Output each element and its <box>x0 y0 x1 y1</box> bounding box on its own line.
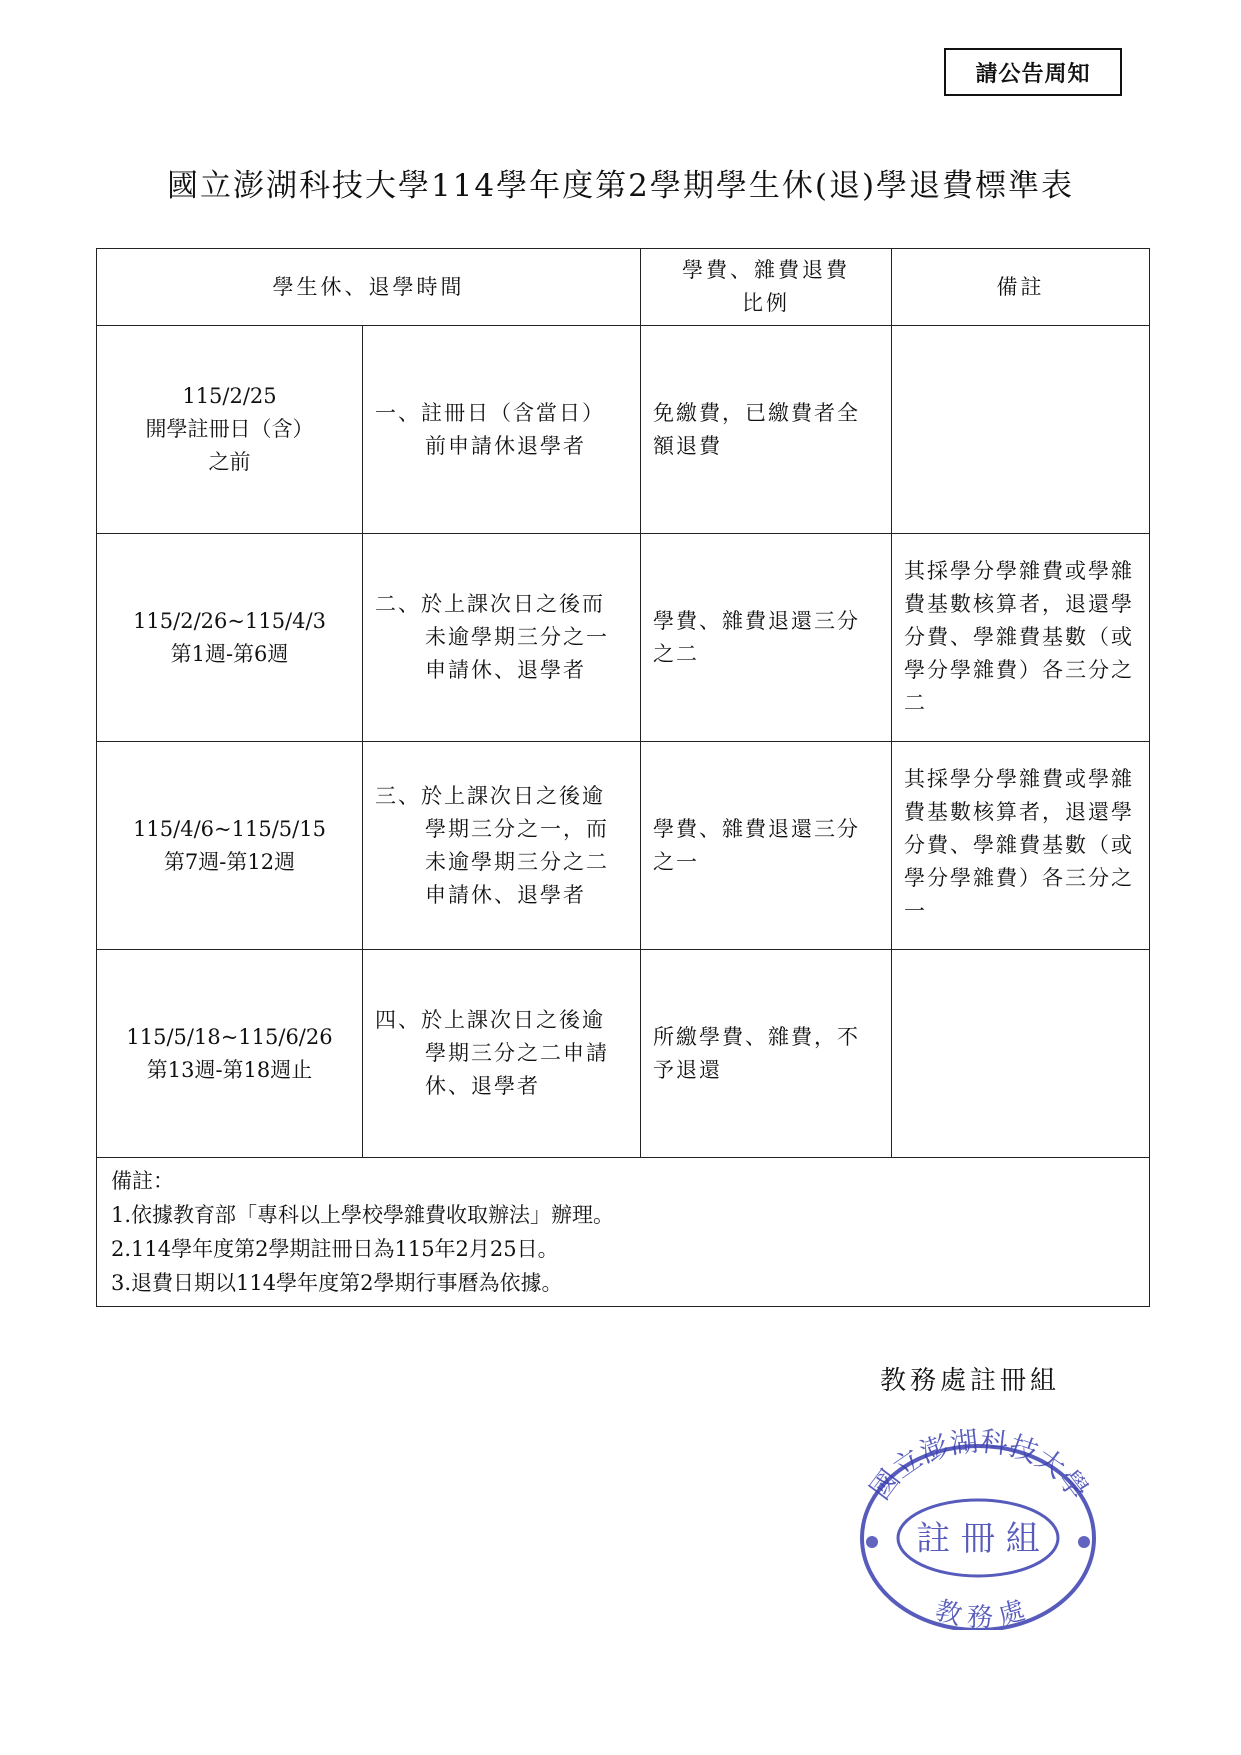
notes-label: 備註： <box>111 1169 174 1193</box>
withdrawal-condition <box>363 534 641 742</box>
period-date <box>97 326 363 534</box>
date-line: 第7週-第12週 <box>163 849 296 874</box>
condition-line: 二、於上課次日之後而 <box>375 592 605 616</box>
condition-line: 學期三分之一，而 <box>425 816 609 841</box>
announcement-notice-box <box>944 48 1122 96</box>
condition-line: 前申請休退學者 <box>425 433 586 458</box>
note-item: 2.114學年度第2學期註冊日為115年2月25日。 <box>111 1237 559 1261</box>
issuing-office: 教務處註冊組 <box>880 1366 1061 1396</box>
notes-cell <box>97 1158 1150 1307</box>
period-date <box>97 534 363 742</box>
seal-left-emblem <box>866 1536 878 1548</box>
table-row <box>97 950 1150 1158</box>
date-line: 115/4/6~115/5/15 <box>133 816 326 841</box>
seal-center-text: 註 冊 組 <box>916 1519 1040 1559</box>
notes-row <box>97 1158 1150 1307</box>
registration-office-seal <box>840 1410 1110 1630</box>
refund-rate: 學費、雜費退還三分之二 <box>641 534 892 742</box>
notice-text: 請公告周知 <box>975 61 1091 87</box>
date-line: 115/5/18~115/6/26 <box>126 1024 333 1049</box>
date-line: 開學註冊日（含） <box>145 417 314 441</box>
header-refund-rate-line1: 學費、雜費退費 <box>682 258 850 282</box>
header-remarks: 備註 <box>892 249 1150 326</box>
row-remark: 其採學分學雜費或學雜費基數核算者，退還學分費、學雜費基數（或學分學雜費）各三分之二 <box>892 534 1150 742</box>
period-date <box>97 950 363 1158</box>
seal-bottom-text: 教 務 處 <box>931 1595 1029 1630</box>
row-remark <box>892 950 1150 1158</box>
table-row <box>97 534 1150 742</box>
table-row <box>97 326 1150 534</box>
refund-rate: 免繳費，已繳費者全額退費 <box>641 326 892 534</box>
date-line: 第1週-第6週 <box>170 641 289 666</box>
period-date <box>97 742 363 950</box>
condition-line: 學期三分之二申請 <box>425 1041 609 1065</box>
table-row <box>97 742 1150 950</box>
date-line: 115/2/26~115/4/3 <box>133 608 326 633</box>
condition-line: 未逾學期三分之一 <box>425 625 609 649</box>
condition-line: 三、於上課次日之後逾 <box>375 783 605 808</box>
date-line: 第13週-第18週止 <box>146 1057 313 1082</box>
condition-line: 申請休、退學者 <box>425 882 586 907</box>
header-withdrawal-time: 學生休、退學時間 <box>97 249 641 326</box>
condition-line: 休、退學者 <box>425 1074 540 1098</box>
seal-top-text: 國立澎湖科技大學 <box>863 1424 1095 1506</box>
condition-line: 未逾學期三分之二 <box>425 849 609 874</box>
refund-rate: 學費、雜費退還三分之一 <box>641 742 892 950</box>
note-item: 1.依據教育部「專科以上學校學雜費收取辦法」辦理。 <box>111 1203 615 1227</box>
seal-right-emblem <box>1078 1536 1090 1548</box>
header-refund-rate <box>641 249 892 326</box>
note-item: 3.退費日期以114學年度第2學期行事曆為依據。 <box>111 1271 563 1295</box>
refund-rate: 所繳學費、雜費，不予退還 <box>641 950 892 1158</box>
condition-line: 四、於上課次日之後逾 <box>375 1008 605 1032</box>
refund-standard-table <box>96 248 1150 1307</box>
date-line: 之前 <box>208 450 251 474</box>
document-title: 國立澎湖科技大學114學年度第2學期學生休(退)學退費標準表 <box>166 168 1075 204</box>
withdrawal-condition <box>363 950 641 1158</box>
table-header-row <box>97 249 1150 326</box>
withdrawal-condition <box>363 742 641 950</box>
condition-line: 申請休、退學者 <box>425 658 586 682</box>
date-line: 115/2/25 <box>182 384 277 408</box>
row-remark <box>892 326 1150 534</box>
header-refund-rate-line2: 比例 <box>742 291 790 315</box>
row-remark: 其採學分學雜費或學雜費基數核算者，退還學分費、學雜費基數（或學分學雜費）各三分之一 <box>892 742 1150 950</box>
withdrawal-condition <box>363 326 641 534</box>
condition-line: 一、註冊日（含當日） <box>375 400 605 425</box>
